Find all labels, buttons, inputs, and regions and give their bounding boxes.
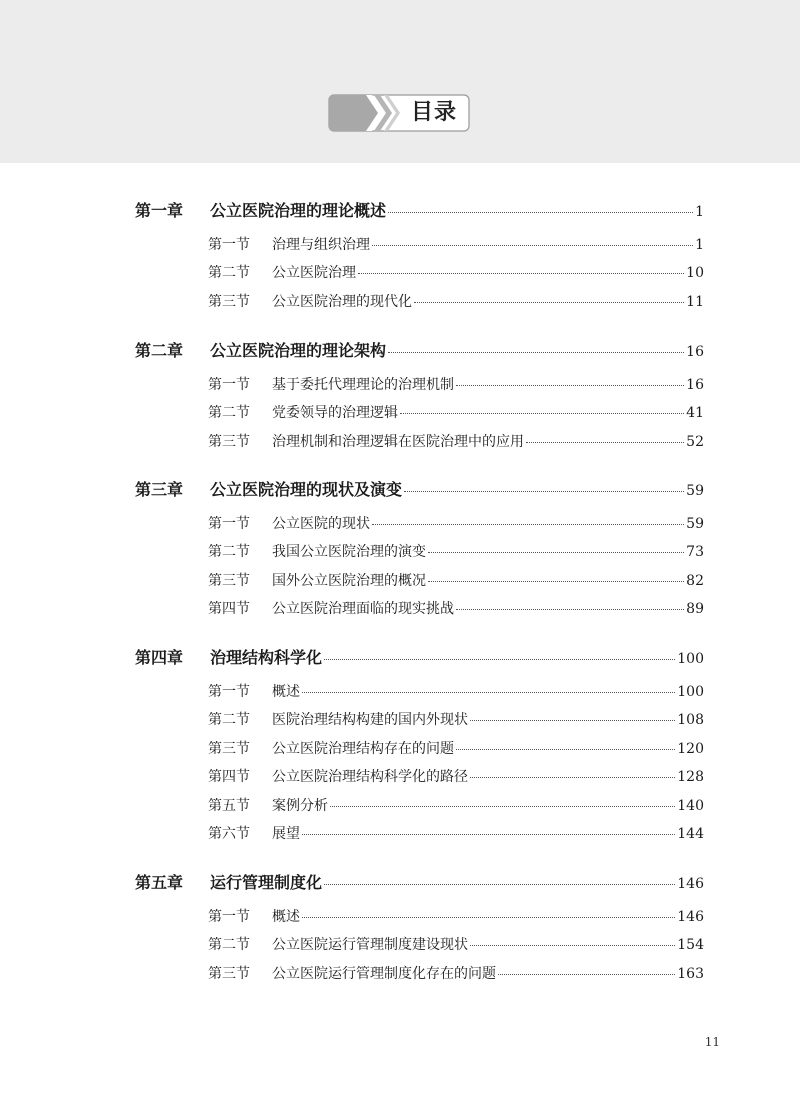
dot-leader: [526, 442, 684, 443]
page-ref: 52: [686, 434, 704, 450]
section-title: 公立医院治理结构存在的问题: [272, 741, 454, 757]
page-ref: 1: [695, 204, 704, 220]
section-title: 党委领导的治理逻辑: [272, 405, 398, 421]
section-number: 第三节: [208, 741, 250, 757]
page-ref: 16: [686, 344, 704, 360]
toc-section-1-3[interactable]: [208, 291, 704, 311]
dot-leader: [324, 659, 675, 660]
section-number: 第一节: [208, 909, 250, 925]
dot-leader: [372, 524, 684, 525]
chapter-title: 公立医院治理的现状及演变: [210, 480, 403, 499]
dot-leader: [388, 352, 684, 353]
page-ref: 144: [677, 826, 704, 842]
section-number: 第六节: [208, 826, 250, 842]
dot-leader: [470, 720, 675, 721]
section-title: 基于委托代理理论的治理机制: [272, 377, 454, 393]
dot-leader: [414, 302, 684, 303]
section-number: 第二节: [208, 937, 250, 953]
chapter-number: 第一章: [135, 201, 184, 220]
toc-section-1-1[interactable]: [208, 234, 704, 254]
section-title: 概述: [272, 909, 300, 925]
section-number: 第五节: [208, 798, 250, 814]
toc-section-5-3[interactable]: [208, 963, 704, 983]
section-title: 国外公立医院治理的概况: [272, 573, 426, 589]
page-ref: 16: [686, 377, 704, 393]
section-title: 公立医院运行管理制度建设现状: [272, 937, 468, 953]
section-number: 第三节: [208, 434, 250, 450]
section-number: 第一节: [208, 516, 250, 532]
toc-section-3-1[interactable]: [208, 513, 704, 533]
page-ref: 59: [686, 516, 704, 532]
page-ref: 10: [686, 265, 704, 281]
toc-chapter-4[interactable]: [135, 645, 704, 668]
section-number: 第三节: [208, 294, 250, 310]
toc-section-4-2[interactable]: [208, 709, 704, 729]
toc-section-3-3[interactable]: [208, 570, 704, 590]
section-number: 第二节: [208, 265, 250, 281]
dot-leader: [358, 273, 684, 274]
page-ref: 146: [677, 876, 704, 892]
page-ref: 120: [677, 741, 704, 757]
section-title: 公立医院治理的现代化: [272, 294, 412, 310]
section-number: 第四节: [208, 769, 250, 785]
chapter-number: 第四章: [135, 648, 184, 667]
toc-section-4-4[interactable]: [208, 766, 704, 786]
toc-section-5-1[interactable]: [208, 906, 704, 926]
dot-leader: [456, 609, 684, 610]
section-number: 第一节: [208, 377, 250, 393]
dot-leader: [456, 749, 675, 750]
section-number: 第三节: [208, 966, 250, 982]
header-band: [0, 0, 800, 163]
page-ref: 100: [677, 651, 704, 667]
toc-section-2-3[interactable]: [208, 431, 704, 451]
toc-section-2-2[interactable]: [208, 402, 704, 422]
dot-leader: [302, 917, 675, 918]
dot-leader: [324, 884, 675, 885]
chapter-number: 第二章: [135, 341, 184, 360]
section-title: 治理与组织治理: [272, 237, 370, 253]
chapter-title: 治理结构科学化: [210, 648, 323, 667]
dot-leader: [302, 834, 675, 835]
toc-section-4-5[interactable]: [208, 795, 704, 815]
toc-section-2-1[interactable]: [208, 374, 704, 394]
dot-leader: [428, 552, 684, 553]
dot-leader: [498, 974, 675, 975]
section-number: 第四节: [208, 601, 250, 617]
section-number: 第一节: [208, 684, 250, 700]
chapter-title: 运行管理制度化: [210, 873, 323, 892]
page-number: 11: [704, 1035, 720, 1049]
page-ref: 140: [677, 798, 704, 814]
section-title: 治理机制和治理逻辑在医院治理中的应用: [272, 434, 524, 450]
toc-section-4-6[interactable]: [208, 823, 704, 843]
page-ref: 108: [677, 712, 704, 728]
toc-section-1-2[interactable]: [208, 262, 704, 282]
dot-leader: [330, 806, 675, 807]
page-ref: 82: [686, 573, 704, 589]
page-ref: 100: [677, 684, 704, 700]
toc-chapter-1[interactable]: [135, 198, 704, 221]
toc-section-3-4[interactable]: [208, 598, 704, 618]
section-title: 公立医院的现状: [272, 516, 370, 532]
toc-section-4-3[interactable]: [208, 738, 704, 758]
section-number: 第二节: [208, 544, 250, 560]
toc-chapter-5[interactable]: [135, 870, 704, 893]
page-ref: 11: [686, 294, 704, 310]
section-title: 医院治理结构构建的国内外现状: [272, 712, 468, 728]
chapter-number: 第三章: [135, 480, 184, 499]
section-number: 第一节: [208, 237, 250, 253]
section-title: 公立医院治理: [272, 265, 356, 281]
page-ref: 73: [686, 544, 704, 560]
section-number: 第二节: [208, 405, 250, 421]
page-ref: 163: [677, 966, 704, 982]
dot-leader: [428, 581, 684, 582]
dot-leader: [456, 385, 684, 386]
toc-chapter-3[interactable]: [135, 477, 704, 500]
dot-leader: [470, 945, 675, 946]
dot-leader: [400, 413, 684, 414]
toc-section-3-2[interactable]: [208, 541, 704, 561]
dot-leader: [404, 491, 684, 492]
page-ref: 146: [677, 909, 704, 925]
dot-leader: [470, 777, 675, 778]
section-title: 我国公立医院治理的演变: [272, 544, 426, 560]
toc-title-badge: [328, 94, 470, 132]
page-ref: 128: [677, 769, 704, 785]
dot-leader: [388, 212, 693, 213]
section-title: 案例分析: [272, 798, 328, 814]
section-title: 展望: [272, 826, 300, 842]
chapter-number: 第五章: [135, 873, 184, 892]
page-ref: 1: [695, 237, 704, 253]
section-title: 公立医院治理面临的现实挑战: [272, 601, 454, 617]
section-title: 公立医院运行管理制度化存在的问题: [272, 966, 496, 982]
page-ref: 89: [686, 601, 704, 617]
page-ref: 41: [686, 405, 704, 421]
page-title: 目录: [410, 100, 457, 125]
page-ref: 154: [677, 937, 704, 953]
section-title: 概述: [272, 684, 300, 700]
section-title: 公立医院治理结构科学化的路径: [272, 769, 468, 785]
toc-section-4-1[interactable]: [208, 681, 704, 701]
toc-chapter-2[interactable]: [135, 338, 704, 361]
section-number: 第三节: [208, 573, 250, 589]
dot-leader: [372, 245, 693, 246]
dot-leader: [302, 692, 675, 693]
chapter-title: 公立医院治理的理论架构: [210, 341, 387, 360]
chapter-title: 公立医院治理的理论概述: [210, 201, 387, 220]
toc-section-5-2[interactable]: [208, 934, 704, 954]
page-ref: 59: [686, 483, 704, 499]
section-number: 第二节: [208, 712, 250, 728]
